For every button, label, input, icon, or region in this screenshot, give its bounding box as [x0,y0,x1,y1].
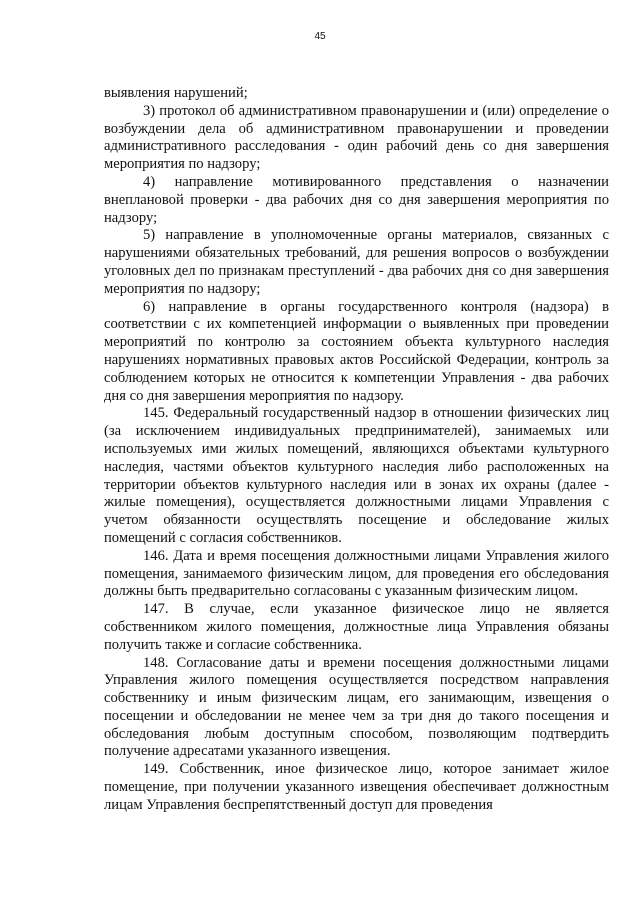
paragraph-149: 149. Собственник, иное физическое лицо, которое занимает жилое помещение, при получении указанного извещения обеспечивает должностным лицам Управления беспрепятственный доступ для проведения [104,761,609,813]
paragraph-continuation: выявления нарушений; [104,85,248,101]
paragraph-item-6: 6) направление в органы государственного контроля (надзора) в соответствии с их компетенцией информации о выявленных при проведении мероприятий по контролю за состоянием объекта культурного наследия нарушениях нормативных правовых актов Российской Федерации, контроль за соблюдением которых не относится к компетенции Управления - два рабочих дня со дня завершения мероприятия по надзору. [104,298,609,404]
paragraph-145: 145. Федеральный государственный надзор в отношении физических лиц (за исключением индивидуальных предпринимателей), занимаемых или используемых ими жилых помещений, являющихся объектами культурного наследия, частями объектов культурного наследия либо расположенных на территории объектов культурного наследия или в зонах их охраны (далее - жилые помещения), осуществляется должностными лицами Управления с учетом обязанности осуществлять посещение и обследование жилых помещений с согласия собственников. [104,405,609,546]
paragraph-146: 146. Дата и время посещения должностными лицами Управления жилого помещения, занимаемого физическим лицом, для проведения его обследования должны быть предварительно согласованы с указанным физическим лицом. [104,547,609,600]
paragraph-148: 148. Согласование даты и времени посещения должностными лицами Управления жилого помещения осуществляется посредством направления собственнику и иным физическим лицам, его занимающим, извещения о посещении и обследовании не менее чем за три дня до такого посещения и обследования любым доступным способом, позволяющим подтвердить получение адресатами указанного извещения. [104,654,609,760]
document-body [104,85,609,815]
page-number: 45 [314,31,326,42]
paragraph-147: 147. В случае, если указанное физическое лицо не является собственником жилого помещения, должностные лица Управления обязаны получить также и согласие собственника. [104,601,609,653]
paragraph-item-3: 3) протокол об административном правонарушении и (или) определение о возбуждении дела об административном правонарушении и проведении административного расследования - один рабочий день со дня завершения мероприятия по надзору; [104,102,609,173]
paragraph-item-5: 5) направление в уполномоченные органы материалов, связанных с нарушениями обязательных требований, для решения вопросов о возбуждении уголовных дел по признакам преступлений - два рабочих дня со дня завершения мероприятия по надзору; [104,227,609,297]
paragraph-item-4: 4) направление мотивированного представления о назначении внеплановой проверки - два рабочих дня со дня завершения мероприятия по надзору; [104,173,609,226]
